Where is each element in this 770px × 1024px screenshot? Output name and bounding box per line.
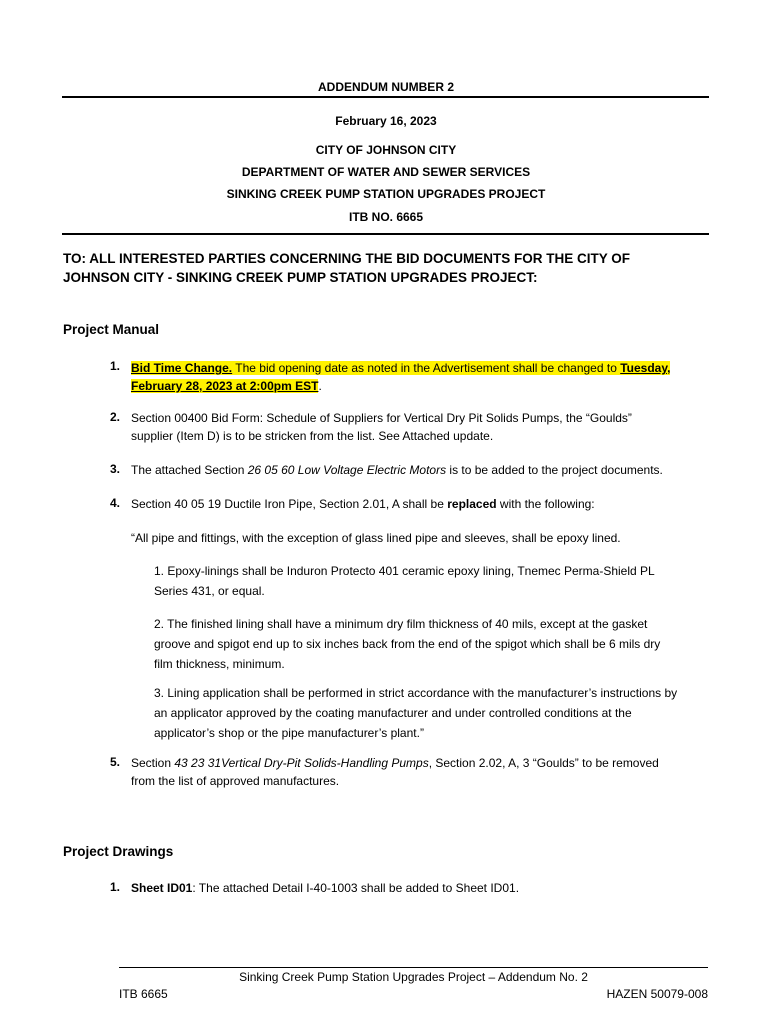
addressee-line-2: JOHNSON CITY - SINKING CREEK PUMP STATION UPGRADES PROJECT: [63, 270, 538, 285]
manual-item-5-line-2: from the list of approved manufactures. [131, 774, 340, 788]
lining-requirement-2-line-2: groove and spigot end up to six inches back from the end of the spigot which shall be 6 mils dry [154, 637, 661, 651]
project-name: SINKING CREEK PUMP STATION UPGRADES PROJECT [226, 187, 546, 201]
bid-date-time: February 28, 2023 at 2:00pm EST [131, 379, 319, 393]
drawings-item-1-number: 1. [110, 880, 121, 894]
header-bottom-rule [62, 233, 709, 235]
department-name: DEPARTMENT OF WATER AND SEWER SERVICES [241, 165, 531, 179]
lining-requirement-2 [154, 614, 714, 674]
electric-motors-section: 26 05 60 Low Voltage Electric Motors [247, 463, 447, 477]
city-name: CITY OF JOHNSON CITY [315, 143, 457, 157]
replaced-word: replaced [447, 497, 497, 511]
manual-item-2-line-2: supplier (Item D) is to be stricken from the list. See Attached update. [131, 429, 494, 443]
pipe-lining-quote: “All pipe and fittings, with the exception of glass lined pipe and sleeves, shall be epoxy lined. [131, 531, 621, 545]
header-top-rule [62, 96, 709, 98]
addendum-title: ADDENDUM NUMBER 2 [317, 80, 454, 94]
manual-item-2-number: 2. [110, 410, 121, 424]
lining-requirement-3-line-1: 3. Lining application shall be performed in strict accordance with the manufacturer’s instructions by [154, 686, 678, 700]
manual-item-1 [131, 359, 706, 395]
manual-item-4 [131, 495, 595, 513]
footer-hazen-number: HAZEN 50079-008 [606, 987, 708, 1001]
manual-item-1-number: 1. [110, 359, 121, 373]
manual-item-2 [131, 409, 632, 445]
bid-time-change-label: Bid Time Change. [131, 361, 233, 375]
lining-requirement-3 [154, 683, 714, 743]
drawings-item-1-text: : The attached Detail I-40-1003 shall be added to Sheet ID01. [192, 881, 520, 895]
sheet-id01-label: Sheet ID01 [131, 881, 193, 895]
manual-item-4-pre: Section 40 05 19 Ductile Iron Pipe, Section 2.01, A shall be [131, 497, 448, 511]
manual-item-5-pre: Section [131, 756, 175, 770]
lining-requirement-3-line-2: an applicator approved by the coating manufacturer and under controlled conditions at the [154, 706, 632, 720]
lining-requirement-3-line-3: applicator’s shop or the pipe manufacturer’s plant.” [154, 726, 424, 740]
itb-number: ITB NO. 6665 [348, 210, 424, 224]
manual-item-4-post: with the following: [496, 497, 595, 511]
lining-requirement-1-line-1: 1. Epoxy-linings shall be Induron Protecto 401 ceramic epoxy lining, Tnemec Perma-Shield PL [154, 564, 655, 578]
manual-item-4-number: 4. [110, 496, 121, 510]
manual-item-2-line-1: Section 00400 Bid Form: Schedule of Suppliers for Vertical Dry Pit Solids Pumps, the “Goulds” [131, 411, 632, 425]
lining-requirement-2-line-3: film thickness, minimum. [154, 657, 285, 671]
manual-item-3-post: is to be added to the project documents. [446, 463, 663, 477]
manual-item-5-post: , Section 2.02, A, 3 “Goulds” to be removed [428, 756, 659, 770]
manual-item-3-pre: The attached Section [131, 463, 248, 477]
footer-rule [119, 967, 708, 968]
manual-item-5-number: 5. [110, 755, 121, 769]
lining-requirement-1 [154, 561, 714, 601]
bid-date-period: . [318, 379, 322, 393]
lining-requirement-1-line-2: Series 431, or equal. [154, 584, 265, 598]
manual-item-3 [131, 461, 663, 479]
bid-date-weekday: Tuesday, [620, 361, 671, 375]
manual-item-5 [131, 754, 659, 790]
manual-item-3-number: 3. [110, 462, 121, 476]
pumps-section: 43 23 31Vertical Dry-Pit Solids-Handling Pumps [174, 756, 429, 770]
addressee-block [63, 249, 630, 287]
addendum-date: February 16, 2023 [335, 114, 437, 128]
footer-project-title: Sinking Creek Pump Station Upgrades Project – Addendum No. 2 [239, 970, 588, 984]
project-manual-heading: Project Manual [63, 322, 160, 337]
bid-time-change-text: The bid opening date as noted in the Advertisement shall be changed to [232, 361, 621, 375]
lining-requirement-2-line-1: 2. The finished lining shall have a minimum dry film thickness of 40 mils, except at the gasket [154, 617, 648, 631]
project-drawings-heading: Project Drawings [63, 844, 174, 859]
addressee-line-1: TO: ALL INTERESTED PARTIES CONCERNING THE BID DOCUMENTS FOR THE CITY OF [63, 251, 631, 266]
footer-itb: ITB 6665 [119, 987, 168, 1001]
drawings-item-1 [131, 879, 519, 897]
